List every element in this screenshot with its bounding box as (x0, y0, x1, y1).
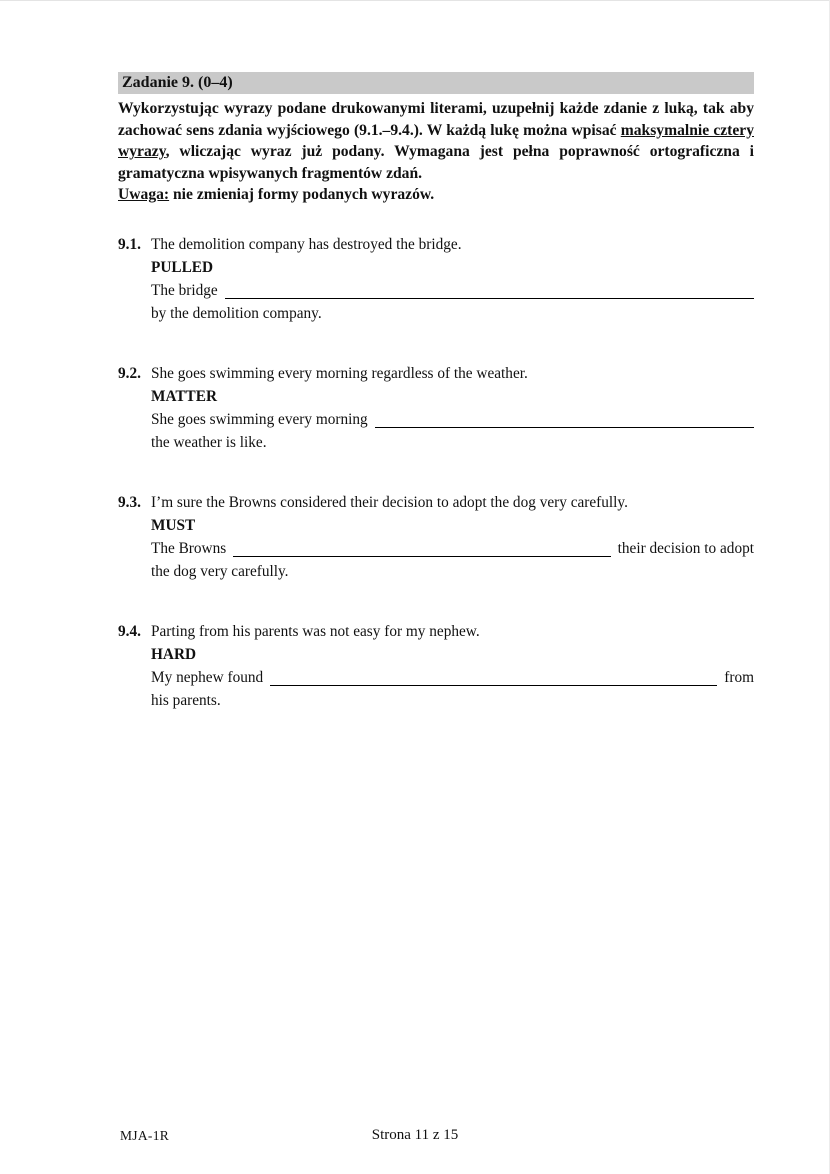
task-note (118, 184, 754, 206)
continuation-text: the dog very carefully. (151, 562, 289, 580)
exercise-item-9-2 (118, 362, 754, 454)
gap-line (151, 279, 754, 302)
item-number: 9.3. (118, 493, 141, 511)
task-title: Zadanie 9. (0–4) (122, 74, 233, 91)
continuation-text: his parents. (151, 691, 221, 709)
gap-prefix: She goes swimming every morning (151, 410, 368, 428)
gap-suffix: their decision to adopt (617, 539, 754, 557)
item-body (151, 233, 754, 325)
answer-blank (270, 666, 717, 686)
keyword: MUST (151, 516, 196, 534)
keyword: MATTER (151, 387, 218, 405)
item-number: 9.1. (118, 235, 141, 253)
task-header (118, 72, 754, 94)
instructions-part2: , wliczając wyraz już podany. Wymagana jest pełna poprawność ortograficzna i gramatyczna wpisywanych fragmentów zdań. (118, 143, 754, 182)
exercise-item-9-3 (118, 491, 754, 583)
source-sentence: Parting from his parents was not easy for my nephew. (151, 622, 480, 640)
source-sentence: The demolition company has destroyed the bridge. (151, 235, 462, 253)
instructions-part1: Wykorzystując wyrazy podane drukowanymi literami, uzupełnij każde zdanie z luką, tak aby zachować sens zdania wyjściowego (9.1.–9.4.). W każdą lukę można wpisać (118, 100, 754, 139)
keyword: HARD (151, 645, 197, 663)
instructions-underlined-phrase: maksymalnie cztery wyrazy (118, 121, 754, 160)
gap-prefix: The Browns (151, 539, 227, 557)
task-instructions (118, 98, 754, 184)
item-body (151, 491, 754, 583)
item-number: 9.2. (118, 364, 141, 382)
exercise-item-9-4 (118, 620, 754, 712)
source-sentence: She goes swimming every morning regardless of the weather. (151, 364, 528, 382)
footer-page-number: Strona 11 z 15 (371, 1127, 459, 1143)
item-number: 9.4. (118, 622, 141, 640)
gap-prefix: My nephew found (151, 668, 264, 686)
gap-suffix: from (724, 668, 754, 686)
answer-blank (225, 279, 754, 299)
exercise-item-9-1 (118, 233, 754, 325)
answer-blank (375, 408, 754, 428)
gap-line (151, 666, 754, 689)
gap-line (151, 408, 754, 431)
answer-blank (233, 537, 610, 557)
gap-line (151, 537, 754, 560)
page-content (118, 72, 754, 712)
scan-edge-top (0, 0, 830, 1)
gap-prefix: The bridge (151, 281, 218, 299)
note-label: Uwaga: (118, 186, 170, 203)
note-text: nie zmieniaj formy podanych wyrazów. (169, 186, 435, 203)
source-sentence: I’m sure the Browns considered their decision to adopt the dog very carefully. (151, 493, 628, 511)
footer-exam-code: MJA-1R (120, 1128, 170, 1143)
keyword: PULLED (151, 258, 214, 276)
item-body (151, 362, 754, 454)
item-body (151, 620, 754, 712)
continuation-text: the weather is like. (151, 433, 267, 451)
continuation-text: by the demolition company. (151, 304, 322, 322)
